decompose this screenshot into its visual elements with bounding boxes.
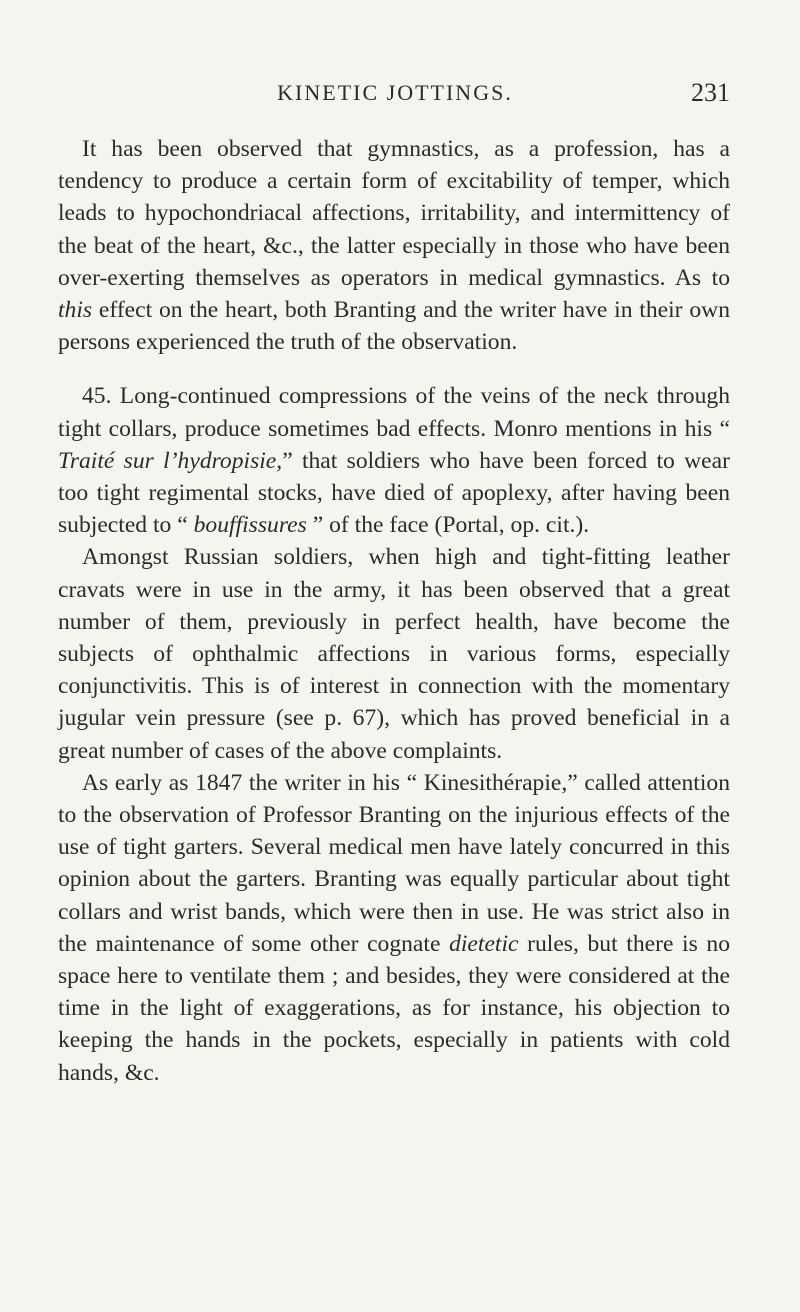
page-number: 231	[691, 78, 730, 107]
paragraph-text: ” of the face (Portal, op. cit.).	[306, 512, 590, 539]
paragraph-garters	[58, 767, 730, 1089]
emphasis: this	[58, 297, 93, 324]
emphasis: bouffissures	[193, 512, 307, 539]
page-header	[60, 78, 730, 118]
paragraph-text: As early as 1847 the writer in his “ Kinesithérapie,” called attention to the observation of Professor Branting on the injurious effects of the use of tight garters. Several medical men have lately concurred in this opinion about the garters. Branting was equally particular about tight collars and wrist bands, which were then in use. He was strict also in the maintenance of some other cognate	[58, 769, 730, 957]
paragraph-text: 45. Long-continued compressions of the veins of the neck through tight collars, produce sometimes bad effects. Monro mentions in his “	[58, 383, 730, 442]
paragraph-45-compressions	[58, 380, 730, 541]
emphasis: dietetic	[449, 930, 519, 957]
paragraph-text: effect on the heart, both Branting and the writer have in their own persons experienced the truth of the observation.	[58, 297, 730, 356]
running-head: KINETIC JOTTINGS.	[277, 80, 513, 105]
paragraph-text: It has been observed that gymnastics, as a profession, has a tendency to produce a certain form of excitability of temper, which leads to hypochondriacal affections, irritability, and intermittency of the beat of the heart, &c., the latter especially in those who have been over-exerting themselves as operators in medical gymnastics. As to	[58, 136, 730, 291]
book-title: Traité sur l’hydropisie,	[58, 447, 283, 474]
paragraph-text: rules, but there is no space here to ventilate them ; and besides, they were considered at the time in the light of exaggerations, as for instance, his objection to keeping the hands in the pockets, especially in patients with cold hands, &c.	[58, 930, 730, 1086]
paragraph-text: ” that soldiers who have been forced to wear too tight regimental stocks, have died of apoplexy, after having been subjected to “	[58, 447, 730, 539]
paragraph-russian-soldiers	[58, 541, 730, 766]
paragraph-text: Amongst Russian soldiers, when high and tight-fitting leather cravats were in use in the army, it has been observed that a great number of them, previously in perfect health, have become the subjects of ophthalmic affections in various forms, especially conjunctivitis. This is of interest in connection with the momentary jugular vein pressure (see p. 67), which has proved beneficial in a great number of cases of the above complaints.	[58, 544, 730, 764]
paragraph-gymnastics	[58, 133, 730, 358]
body-text	[58, 133, 730, 1089]
